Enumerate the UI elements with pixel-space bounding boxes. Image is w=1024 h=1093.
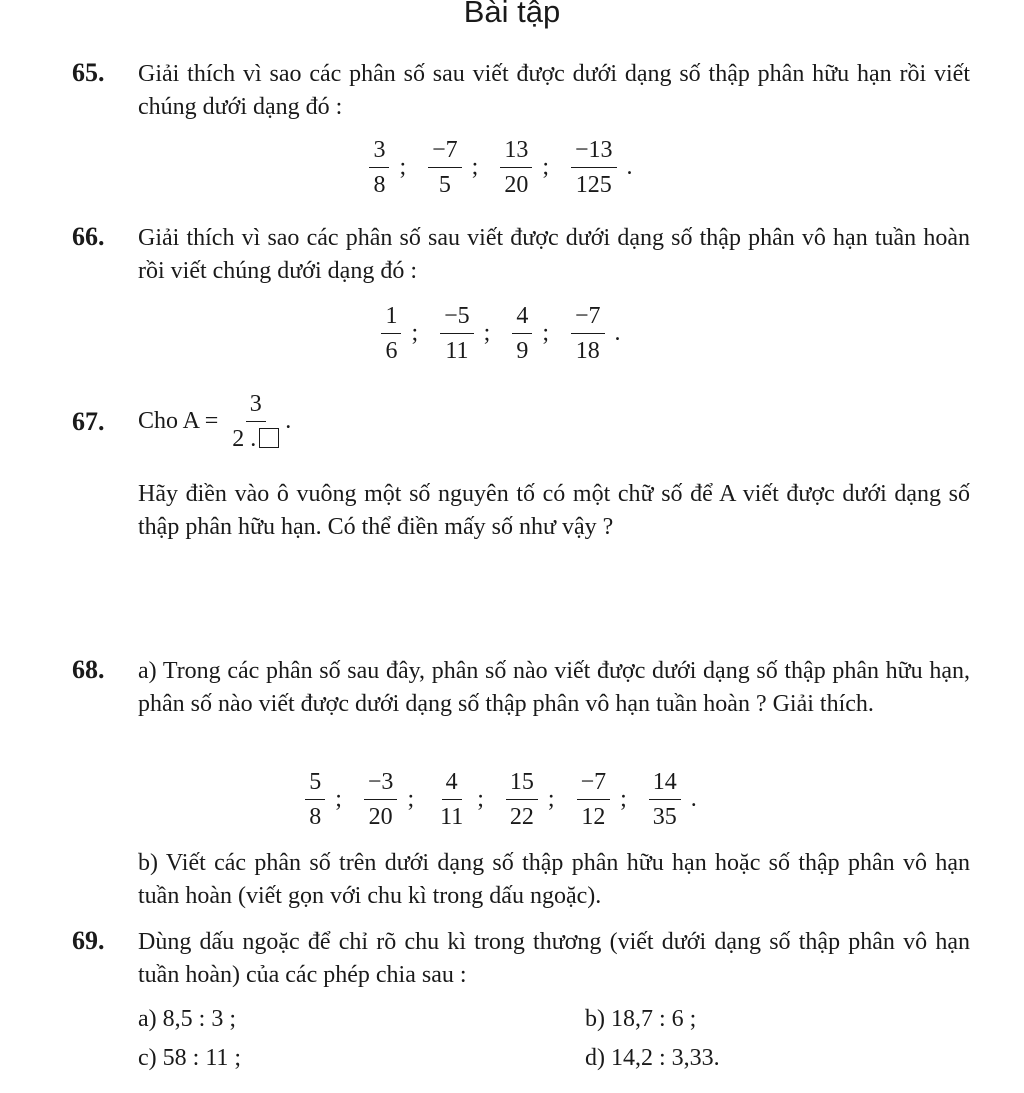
fraction — [571, 302, 605, 365]
exercise-65-text: Giải thích vì sao các phân số sau viết được dưới dạng số thập phân hữu hạn rồi viết chúng dưới dạng đó : — [138, 61, 970, 120]
exercise-68-number: 68. — [72, 655, 105, 684]
fraction-numerator: −5 — [440, 302, 474, 334]
exercise-69-item-a: a) 8,5 : 3 ; — [138, 1006, 236, 1032]
formula-numerator: 3 — [246, 390, 266, 422]
fraction-separator: ; — [335, 786, 342, 812]
fraction-numerator: 4 — [512, 302, 532, 334]
fraction-denominator: 11 — [440, 804, 464, 830]
formula-denominator — [228, 422, 283, 453]
fraction — [506, 768, 538, 831]
fraction-denominator: 12 — [581, 804, 606, 830]
exercise-69-number: 69. — [72, 926, 105, 955]
fraction — [305, 768, 325, 831]
exercise-69-item-b: b) 18,7 : 6 ; — [585, 1006, 697, 1032]
fraction — [571, 136, 617, 199]
fraction-separator: . — [626, 154, 633, 180]
fraction-separator: ; — [471, 154, 479, 180]
fraction — [577, 768, 611, 831]
exercise-66-fractions — [0, 302, 1024, 365]
exercise-69-text: Dùng dấu ngoặc để chỉ rõ chu kì trong thương (viết dưới dạng số thập phân vô hạn tuần hoàn) của các phép chia sau : — [138, 929, 970, 988]
fraction-denominator: 8 — [309, 804, 322, 830]
page-title: Bài tập — [463, 0, 561, 29]
fraction-denominator: 18 — [575, 338, 600, 364]
fraction — [440, 302, 474, 365]
fraction-denominator: 8 — [373, 172, 386, 198]
fraction-denominator: 125 — [575, 172, 612, 198]
fraction-denominator: 20 — [504, 172, 529, 198]
fraction-separator: . — [614, 320, 621, 346]
fraction-numerator: 5 — [305, 768, 325, 800]
exercise-67-formula — [138, 390, 291, 453]
fraction — [436, 768, 467, 831]
fraction-denominator: 9 — [516, 338, 529, 364]
fraction-separator: . — [690, 786, 697, 812]
formula-fraction — [228, 390, 283, 453]
empty-box — [259, 428, 279, 448]
fraction-numerator: 1 — [381, 302, 401, 334]
fraction-numerator: −13 — [571, 136, 617, 168]
fraction-numerator: 13 — [500, 136, 532, 168]
exercise-67-number: 67. — [72, 407, 105, 436]
fraction-separator: ; — [483, 320, 491, 346]
fraction-denominator: 35 — [652, 804, 677, 830]
fraction — [500, 136, 532, 199]
exercise-66-number: 66. — [72, 222, 105, 251]
exercise-69-item-d: d) 14,2 : 3,33. — [585, 1045, 720, 1071]
exercise-68-part-a: a) Trong các phân số sau đây, phân số nào viết được dưới dạng số thập phân hữu hạn, phân số nào viết được dưới dạng số thập phân vô hạn tuần hoàn ? Giải thích. — [138, 658, 970, 717]
fraction-separator: ; — [547, 786, 555, 812]
fraction-denominator: 6 — [385, 338, 398, 364]
formula-den-prefix: 2 . — [232, 426, 257, 452]
fraction-separator: ; — [411, 320, 419, 346]
exercise-65-fractions — [0, 136, 1024, 199]
fraction-separator: ; — [542, 154, 549, 180]
exercise-68-fractions — [0, 768, 1024, 831]
formula-end: . — [285, 408, 292, 434]
fraction-numerator: 3 — [369, 136, 389, 168]
exercise-67-text: Hãy điền vào ô vuông một số nguyên tố có một chữ số để A viết được dưới dạng số thập phân hữu hạn. Có thể điền mấy số như vậy ? — [138, 481, 970, 540]
fraction — [364, 768, 398, 831]
fraction-separator: ; — [477, 786, 484, 812]
fraction-separator: ; — [407, 786, 415, 812]
fraction-denominator: 5 — [438, 172, 451, 198]
fraction-numerator: −7 — [577, 768, 611, 800]
exercise-69-item-c: c) 58 : 11 ; — [138, 1045, 242, 1071]
fraction-separator: ; — [399, 154, 407, 180]
fraction-numerator: −7 — [428, 136, 462, 168]
fraction — [428, 136, 462, 199]
fraction-separator: ; — [542, 320, 549, 346]
fraction-numerator: 15 — [506, 768, 538, 800]
fraction — [649, 768, 681, 831]
fraction-numerator: 14 — [649, 768, 681, 800]
fraction-numerator: 4 — [442, 768, 462, 800]
exercise-66-text: Giải thích vì sao các phân số sau viết được dưới dạng số thập phân vô hạn tuần hoàn rồi viết chúng dưới dạng đó : — [138, 225, 970, 284]
fraction-numerator: −3 — [364, 768, 398, 800]
exercise-65-number: 65. — [72, 58, 105, 87]
fraction-separator: ; — [620, 786, 627, 812]
formula-lead: Cho A = — [138, 408, 219, 434]
fraction-denominator: 11 — [445, 338, 469, 364]
fraction-denominator: 22 — [509, 804, 534, 830]
exercise-68-part-b: b) Viết các phân số trên dưới dạng số thập phân hữu hạn hoặc số thập phân vô hạn tuần hoàn (viết gọn với chu kì trong dấu ngoặc). — [138, 850, 970, 909]
fraction — [369, 136, 389, 199]
fraction — [381, 302, 401, 365]
fraction-denominator: 20 — [368, 804, 393, 830]
fraction-numerator: −7 — [571, 302, 605, 334]
fraction — [512, 302, 532, 365]
